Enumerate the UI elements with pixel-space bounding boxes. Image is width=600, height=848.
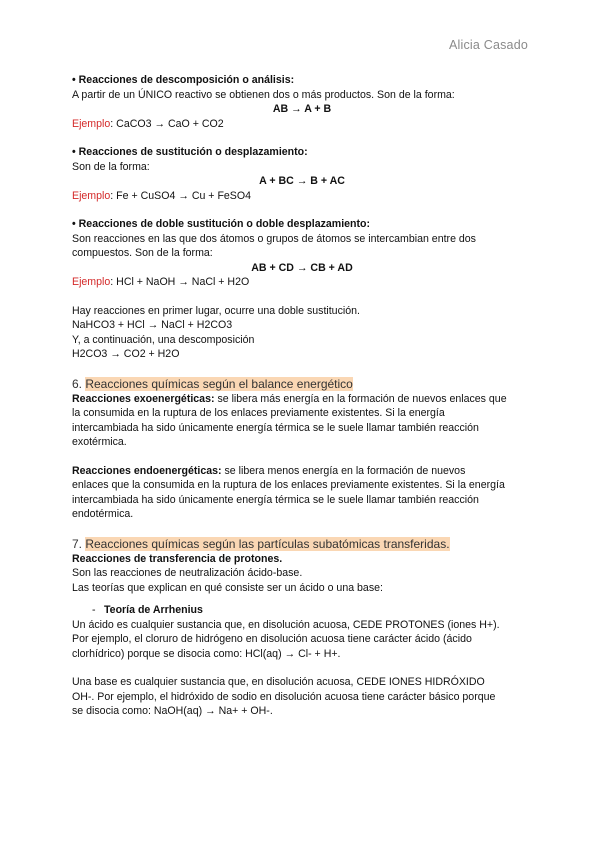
- note-line-1: Hay reacciones en primer lugar, ocurre una doble sustitución.: [72, 304, 360, 317]
- author-name: Alicia Casado: [448, 38, 528, 52]
- document-body: [72, 73, 532, 719]
- base-line-3: se disocia como: NaOH(aq) → Na+ + OH-.: [72, 705, 273, 717]
- endo-line-1: [72, 464, 532, 479]
- proton-transfer-subheading: Reacciones de transferencia de protones.: [72, 552, 283, 565]
- acid-line-2: Por ejemplo, el cloruro de hidrógeno en disolución acuosa tiene carácter ácido (ácido: [72, 633, 472, 645]
- list-dash: -: [92, 604, 96, 616]
- decomposition-heading: • Reacciones de descomposición o análisis:: [72, 74, 295, 86]
- section-7-heading: [72, 536, 532, 552]
- double-substitution-text-1: Son reacciones en las que dos átomos o grupos de átomos se intercambian entre dos: [72, 232, 476, 245]
- double-substitution-text-2: compuestos. Son de la forma:: [72, 247, 213, 259]
- acid-base-line-1: Son las reacciones de neutralización ácido-base.: [72, 567, 303, 579]
- example-text: : Fe + CuSO4 → Cu + FeSO4: [110, 189, 252, 202]
- endo-line-3: intercambiada ha sido únicamente energía térmica se le suele llamar también reacción: [72, 493, 479, 506]
- exo-line-4: exotérmica.: [72, 436, 127, 448]
- exo-line-1: [72, 392, 532, 407]
- arrhenius-title: Teoría de Arrhenius: [104, 604, 203, 616]
- acid-line-1: Un ácido es cualquier sustancia que, en disolución acuosa, CEDE PROTONES (iones H+).: [72, 618, 500, 631]
- decomposition-example: [72, 117, 532, 132]
- endo-text: se libera menos energía en la formación de nuevos: [221, 464, 466, 477]
- section-6-number: 6.: [72, 376, 86, 391]
- note-line-3: Y, a continuación, una descomposición: [72, 333, 255, 346]
- substitution-text: Son de la forma:: [72, 160, 150, 173]
- exo-label: Reacciones exoenergéticas:: [72, 392, 215, 405]
- exo-line-2: la consumida en la ruptura de los enlaces previamente existentes. Si la energía: [72, 407, 445, 419]
- double-substitution-formula: AB + CD → CB + AD: [251, 261, 353, 274]
- exo-line-3: intercambiada ha sido únicamente energía térmica se le suele llamar también reacción: [72, 421, 479, 434]
- section-7-number: 7.: [72, 536, 86, 551]
- acid-line-3: clorhídrico) porque se disocia como: HCl(aq) → Cl- + H+.: [72, 647, 341, 660]
- arrhenius-item: [72, 603, 532, 618]
- section-6-heading: [72, 376, 532, 392]
- decomposition-formula: AB → A + B: [272, 103, 332, 115]
- note-line-2: NaHCO3 + HCl → NaCl + H2CO3: [72, 319, 233, 331]
- section-7-title: Reacciones químicas según las partículas subatómicas transferidas.: [85, 536, 450, 551]
- substitution-example: [72, 189, 532, 204]
- example-label: Ejemplo: [72, 276, 111, 288]
- example-text: : HCl + NaOH → NaCl + H2O: [110, 276, 250, 288]
- substitution-heading: • Reacciones de sustitución o desplazamiento:: [72, 146, 308, 158]
- base-line-2: OH-. Por ejemplo, el hidróxido de sodio en disolución acuosa tiene carácter básico porque: [72, 690, 496, 703]
- example-text: : CaCO3 → CaO + CO2: [110, 117, 224, 130]
- double-substitution-heading: • Reacciones de doble sustitución o doble desplazamiento:: [72, 218, 371, 230]
- example-label: Ejemplo: [72, 189, 111, 202]
- base-line-1: Una base es cualquier sustancia que, en disolución acuosa, CEDE IONES HIDRÓXIDO: [72, 676, 485, 688]
- double-substitution-example: [72, 275, 532, 290]
- section-6-title: Reacciones químicas según el balance energético: [85, 376, 353, 391]
- acid-base-line-2: Las teorías que explican en qué consiste ser un ácido o una base:: [72, 581, 383, 594]
- substitution-formula: A + BC → B + AC: [259, 175, 345, 187]
- decomposition-text: A partir de un ÚNICO reactivo se obtienen dos o más productos. Son de la forma:: [72, 88, 455, 101]
- endo-line-2: enlaces que la consumida en la ruptura de los enlaces previamente existentes. Si la energía: [72, 479, 505, 491]
- example-label: Ejemplo: [72, 117, 111, 130]
- endo-label: Reacciones endoenergéticas:: [72, 464, 222, 477]
- note-line-4: H2CO3 → CO2 + H2O: [72, 348, 180, 360]
- endo-line-4: endotérmica.: [72, 508, 134, 520]
- exo-text: se libera más energía en la formación de nuevos enlaces que: [214, 392, 507, 405]
